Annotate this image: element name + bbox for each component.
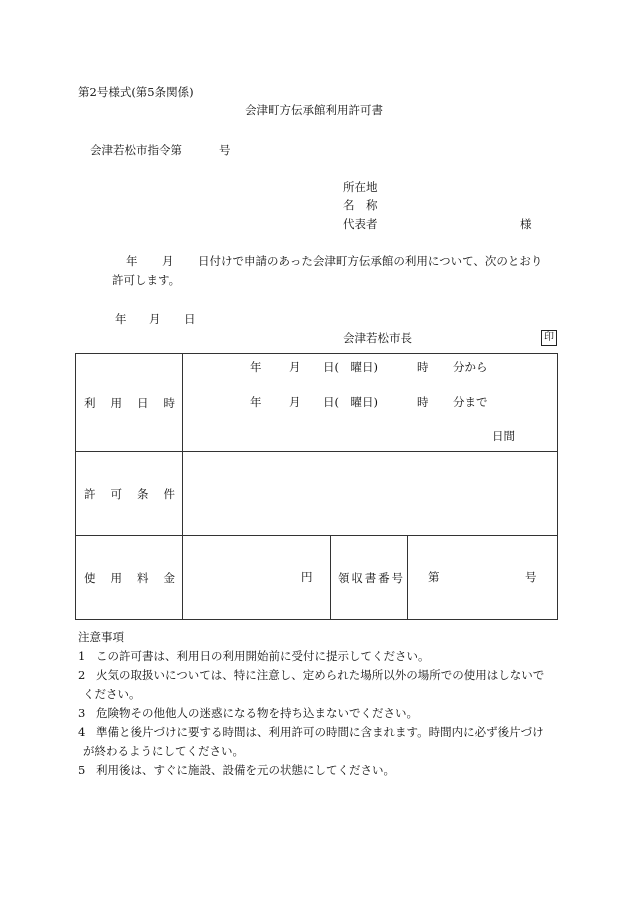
receipt-suffix: 号: [525, 570, 537, 584]
note-3-number: 3: [78, 706, 86, 720]
conditions-row: [76, 452, 558, 536]
fee-row: [76, 536, 558, 620]
honorific: 様: [520, 217, 532, 231]
directive-label: 会津若松市指令第: [90, 143, 182, 157]
issue-year: 年: [115, 312, 127, 326]
issue-day: 日: [184, 312, 196, 326]
end-month: 月: [289, 395, 301, 409]
note-4-number: 4: [78, 725, 86, 739]
end-minute: 分まで: [453, 395, 488, 409]
document-title: 会津町方伝承館利用許可書: [245, 103, 383, 117]
body-line-1: 日付けで申請のあった会津町方伝承館の利用について、次のとおり: [198, 254, 543, 268]
end-hour: 時: [417, 395, 429, 409]
representative-label: 代表者: [343, 217, 378, 231]
seal-mark: 印: [541, 330, 557, 346]
start-hour: 時: [417, 360, 429, 374]
end-year: 年: [250, 395, 262, 409]
note-4-text: 準備と後片づけに要する時間は、利用許可の時間に含まれます。時間内に必ず後片づけ: [96, 725, 544, 739]
permit-table: [75, 353, 558, 620]
note-5-number: 5: [78, 763, 86, 777]
start-minute: 分から: [453, 360, 488, 374]
end-day-weekday: 日( 曜日): [323, 395, 378, 409]
form-number: 第2号様式(第5条関係): [78, 85, 194, 99]
body-year: 年: [126, 254, 138, 268]
start-day-weekday: 日( 曜日): [323, 360, 378, 374]
start-month: 月: [289, 360, 301, 374]
receipt-number-cell: [408, 536, 558, 620]
issue-month: 月: [149, 312, 161, 326]
usage-datetime-cell: [183, 354, 558, 452]
usage-datetime-row: [76, 354, 558, 452]
body-month: 月: [162, 254, 174, 268]
note-4-continuation: が終わるようにしてください。: [83, 744, 244, 758]
receipt-prefix: 第: [428, 570, 440, 584]
note-2-continuation: ください。: [83, 687, 141, 701]
notes-heading: 注意事項: [78, 630, 124, 644]
directive-suffix: 号: [219, 143, 231, 157]
note-2-text: 火気の取扱いについては、特に注意し、定められた場所以外の場所での使用はしないで: [96, 668, 545, 682]
receipt-label: 領収書番号: [331, 536, 408, 620]
note-5-text: 利用後は、すぐに施設、設備を元の状態にしてください。: [96, 763, 395, 777]
conditions-cell: [183, 452, 558, 536]
name-label: 名 称: [343, 198, 378, 212]
fee-amount-cell: [183, 536, 331, 620]
usage-datetime-label: 利用日時: [76, 354, 183, 452]
body-line-2: 許可します。: [112, 273, 181, 287]
conditions-label: 許可条件: [76, 452, 183, 536]
note-3-text: 危険物その他他人の迷惑になる物を持ち込まないでください。: [96, 706, 418, 720]
address-label: 所在地: [343, 180, 378, 194]
start-year: 年: [250, 360, 262, 374]
issuer: 会津若松市長: [343, 331, 412, 345]
note-1-text: この許可書は、利用日の利用開始前に受付に提示してください。: [96, 649, 430, 663]
fee-label: 使用料金: [76, 536, 183, 620]
usage-days: 日間: [492, 429, 515, 443]
fee-unit: 円: [301, 570, 313, 584]
note-2-number: 2: [78, 668, 86, 682]
note-1-number: 1: [78, 649, 86, 663]
